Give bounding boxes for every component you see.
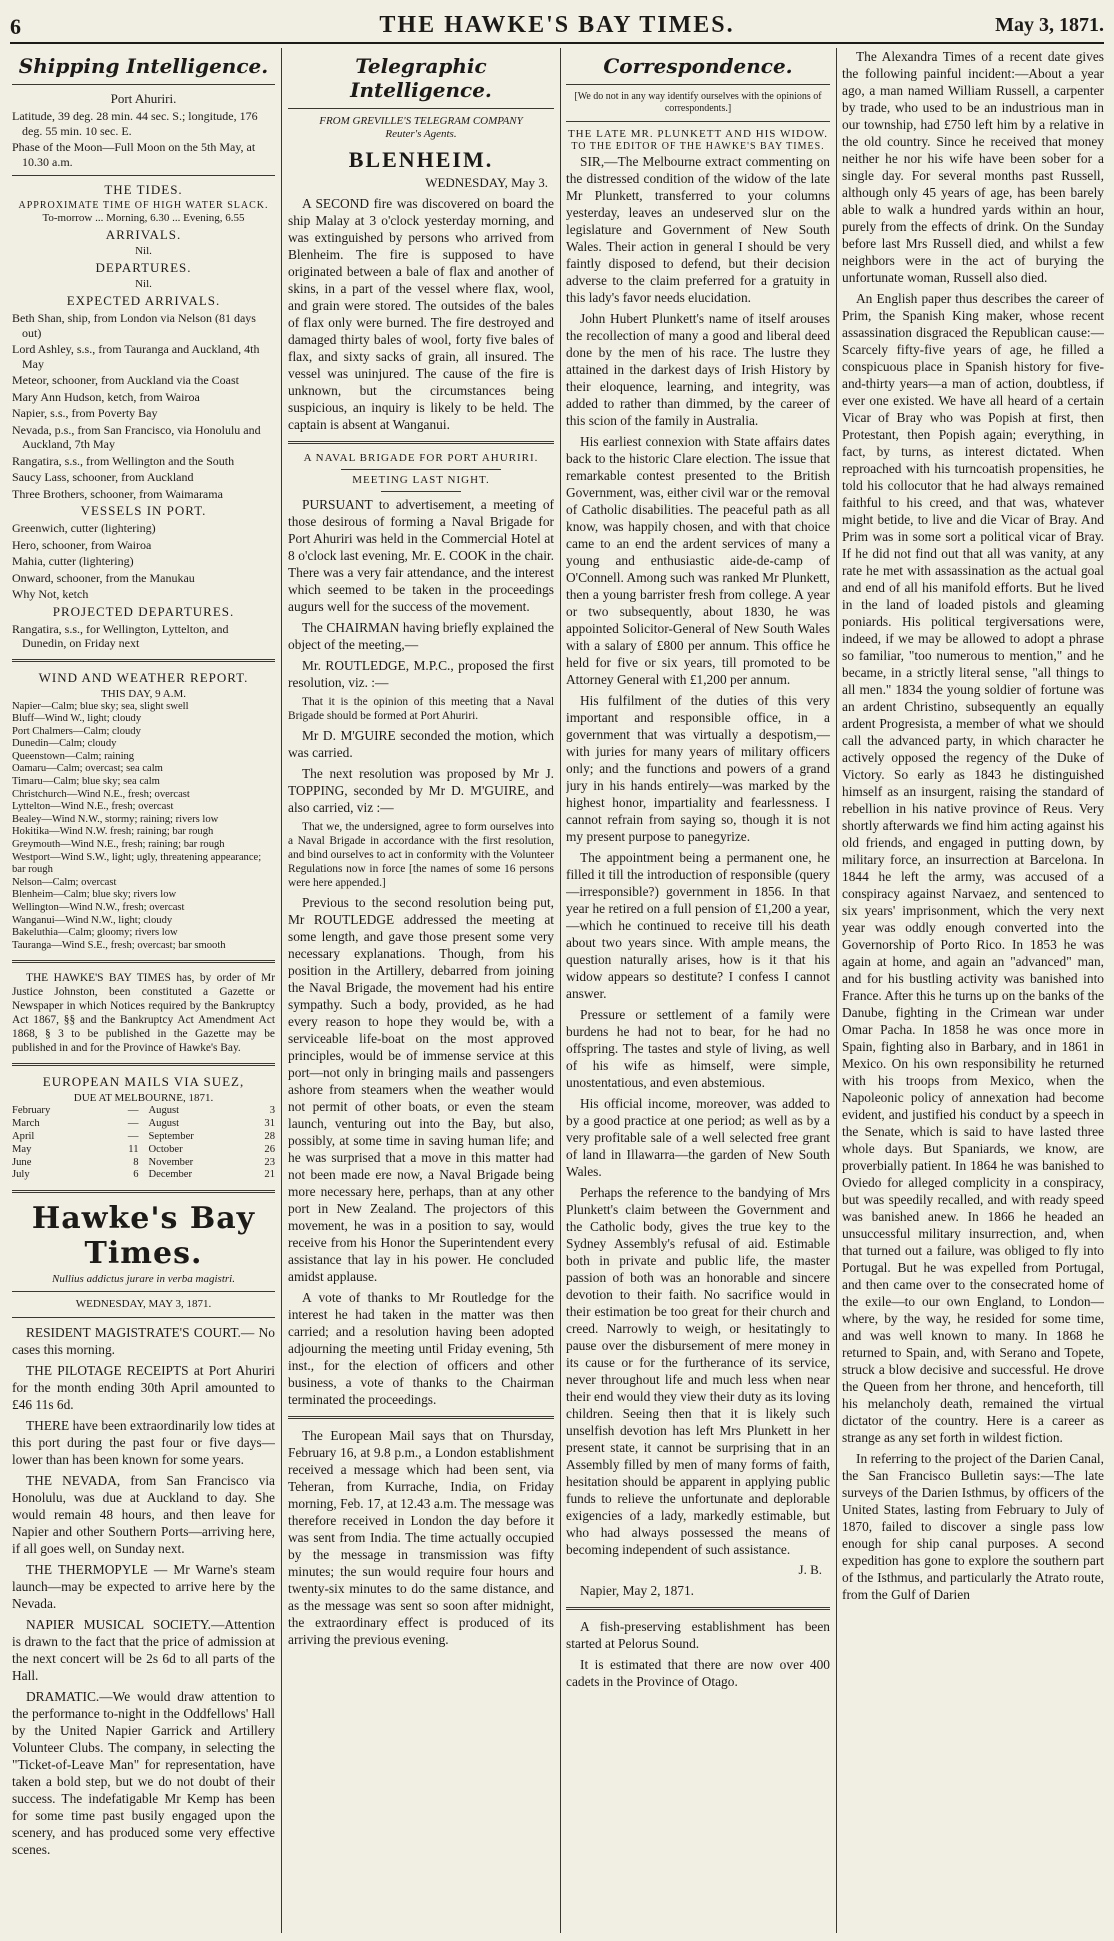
mails-cell: September 28 <box>148 1130 275 1142</box>
divider <box>288 108 554 109</box>
weather-line: Westport—Wind S.W., light; ugly, threatening appearance; bar rough <box>12 851 262 876</box>
weather-line: Greymouth—Wind N.E., fresh; raining; bar rough <box>12 839 225 851</box>
divider <box>341 469 501 470</box>
mails-cell: April — <box>12 1130 139 1142</box>
news-item: RESIDENT MAGISTRATE'S COURT.— No cases this morning. <box>12 1325 275 1358</box>
news-item: NAPIER MUSICAL SOCIETY.—Attention is drawn to the fact that the price of admission at the next concert will be 2s 6d to all parts of the Hall. <box>12 1617 275 1684</box>
tides-subtitle: APPROXIMATE TIME OF HIGH WATER SLACK. <box>18 200 269 211</box>
divider <box>566 84 830 85</box>
naval-paragraph: The CHAIRMAN having briefly explained the object of the meeting,— <box>288 620 554 652</box>
mails-cell: August 3 <box>148 1105 275 1117</box>
weather-line: Napier—Calm; blue sky; sea, slight swell <box>12 700 189 712</box>
mails-table <box>12 1105 275 1182</box>
naval-paragraph: Mr D. M'GUIRE seconded the motion, which was carried. <box>288 728 554 760</box>
divider <box>566 1607 830 1610</box>
naval-title: A NAVAL BRIGADE FOR PORT AHURIRI. <box>303 452 539 464</box>
weather-line: Timaru—Calm; blue sky; sea calm <box>12 776 160 788</box>
naval-paragraph: Mr. ROUTLEDGE, M.P.C., proposed the first resolution, viz. :— <box>288 658 554 690</box>
dateline-date: WEDNESDAY, May 3. <box>425 175 548 190</box>
column-rule <box>560 48 561 1933</box>
weather-line: Bealey—Wind N.W., stormy; raining; rivers low <box>12 813 219 825</box>
divider <box>12 1190 275 1193</box>
news-item: DRAMATIC.—We would draw attention to the performance to-night in the Oddfellows' Hall by the United Napier Garrick and Artillery Volunteer Clubs. The company, in selecting the "Ticket-of-Leave Man" for representation, have taken a bold step, but we do not doubt of their success. The indefatigable Mr Kemp has been for some time past busily engaged upon the scenery, and has produced some very effective scenes. <box>12 1689 275 1858</box>
expected-item: Beth Shan, ship, from London via Nelson (81 days out) <box>12 311 256 340</box>
weather-line: Christchurch—Wind N.E., fresh; overcast <box>12 788 190 800</box>
weather-line: Lyttelton—Wind N.E., fresh; overcast <box>12 801 174 813</box>
weather-line: Queenstown—Calm; raining <box>12 750 135 762</box>
expected-item: Saucy Lass, schooner, from Auckland <box>12 470 194 484</box>
gazette-notice: THE HAWKE'S BAY TIMES has, by order of Mr Justice Johnston, been constituted a Gazette or Newspaper in which Notices required by the Bankruptcy Act 1867, §§ and the Bankruptcy Act Amendment Act 1868, § 3 to be published in the Gazette may be published in and for the Province of Hawke's Bay. <box>12 972 275 1055</box>
news-item: A fish-preserving establishment has been started at Pelorus Sound. <box>566 1619 830 1651</box>
mails-cell: November 23 <box>148 1156 275 1168</box>
column-1 <box>12 48 275 1933</box>
mails-subtitle: DUE AT MELBOURNE, 1871. <box>73 1092 214 1105</box>
weather-line: Wellington—Wind N.W., fresh; overcast <box>12 902 185 913</box>
mails-cell: December 21 <box>148 1169 275 1181</box>
divider <box>12 659 275 662</box>
column-rule <box>281 48 282 1933</box>
correspondence-heading: Correspondence. <box>603 54 793 78</box>
moon-phase: Phase of the Moon—Full Moon on the 5th May, at 10.30 a.m. <box>12 140 256 169</box>
expected-item: Rangatira, s.s., from Wellington and the South <box>12 453 235 468</box>
editorial-motto: Nullius addictus jurare in verba magistri. <box>52 1273 235 1286</box>
expected-item: Meteor, schooner, from Auckland via the Coast <box>12 373 239 387</box>
weather-line: Bluff—Wind W., light; cloudy <box>12 713 142 725</box>
letter-paragraph: Pressure or settlement of a family were burdens he had not to bear, for he had no offspring. The tastes and style of living, as well of his wife as himself, were simple, unostentatious, and even abstemious. <box>566 1007 830 1090</box>
letter-paragraph: SIR,—The Melbourne extract commenting on the distressed condition of the widow of the late Mr Plunkett, transferred to your columns yesterday, leaves an undeserved slur on the legislature and Government of New South Wales. Their action in general I should be very faintly disposed to defend, but their decision adverse to the claim preferred for a gratuity in this lady's favor needs elucidation. <box>566 154 830 305</box>
divider <box>12 1317 275 1318</box>
news-item: In referring to the project of the Darien Canal, the San Francisco Bulletin says:—The late surveys of the Darien Isthmus, by officers of the United States, lasting from February to July of 1870, failed to discover a single pass low enough for ship canal purposes. A second expedition has gone to explore the southern part of the Isthmus, and particularly the Atrato route, from the Gulf of Darien <box>842 1451 1104 1602</box>
letter-addressee: TO THE EDITOR OF THE HAWKE'S BAY TIMES. <box>571 141 825 152</box>
expected-item: Three Brothers, schooner, from Waimarama <box>12 486 223 501</box>
news-item: THE PILOTAGE RECEIPTS at Port Ahuriri for the month ending 30th April amounted to £46 11s 6d. <box>12 1363 275 1413</box>
naval-resolution: That we, the undersigned, agree to form ourselves into a Naval Brigade in accordance with the first resolution, and bind ourselves to act in conformity with the Volunteer Regulations now in force [the names of some 16 persons were here appended.] <box>288 821 554 889</box>
expected-item: Lord Ashley, s.s., from Tauranga and Auckland, 4th May <box>12 342 260 371</box>
projected-item: Rangatira, s.s., for Wellington, Lyttelton, and Dunedin, on Friday next <box>12 621 229 650</box>
weather-line: Hokitika—Wind N.W. fresh; raining; bar rough <box>12 826 214 838</box>
expected-title: EXPECTED ARRIVALS. <box>66 293 221 308</box>
dateline-place: BLENHEIM. <box>348 147 494 172</box>
naval-paragraph: Previous to the second resolution being put, Mr ROUTLEDGE addressed the meeting at some length, and gave those present some very necessary explanations. Though, from his position in the Artillery, debarred from joining the Naval Brigade, the movement had his entire sympathy. Such a body, provided, as he had every reason to hope they would be, with a serviceable life-boat on the most approved principles, would be of immense service at this port—not only in bringing mails and passengers ashore from steamers when the weather would not permit of other boats, or even the steam launch, venturing out into the Bay, but also, possibly, at some time in saving human life; and he was surprised that a move in this matter had not been made ere now, a Naval Brigade being more necessary here, perhaps, than at any other port in New Zealand. The projectors of this movement, he was in a position to say, would receive from his Honor the Superintendent every assistance that lay in his power. He concluded amidst applause. <box>288 895 554 1284</box>
port-name: Port Ahuriri. <box>110 91 177 106</box>
divider <box>566 121 830 122</box>
weather-line: Oamaru—Calm; overcast; sea calm <box>12 763 163 775</box>
divider <box>12 1063 275 1066</box>
vessel-item: Why Not, ketch <box>12 587 89 601</box>
weather-line: Blenheim—Calm; blue sky; rivers low <box>12 889 177 901</box>
telegram-agents: Reuter's Agents. <box>385 128 457 140</box>
column-rule <box>836 48 837 1933</box>
letter-paragraph: His fulfilment of the duties of this very important and responsible office, in a government that was virtually a despotism,—with juries for many years of military officers only; and the functions and powers of a grand jury in his hands entirely—was marked by the highest honor, impartiality and fearlessness. I cannot refrain from saying so, though it is not my present purpose to panegyrize. <box>566 693 830 844</box>
letter-paragraph: His earliest connexion with State affairs dates back to the historic Clare election. The issue that remarkable contest presented to the British Government, was, either civil war or the removal of Catholic disabilities. The peaceful path as all know, was happily chosen, and with that choice came to an end the ardent services of many a young and enthusiastic aide-de-camp of O'Connell. Among such was ranked Mr Plunkett, then a young barrister fresh from college. A year or two subsequently, about 1830, he was appointed Solicitor-General of New South Wales with a salary of £800 per annum. This office he held for five or six years, till promoted to be Attorney General with £1,200 per annum. <box>566 434 830 687</box>
weather-title: WIND AND WEATHER REPORT. <box>38 669 249 685</box>
shipping-heading: Shipping Intelligence. <box>18 54 269 78</box>
divider <box>12 84 275 85</box>
divider <box>12 175 275 176</box>
news-item: The Alexandra Times of a recent date gives the following painful incident:—About a year ago, a man named William Russell, a carpenter by trade, who used to be an industrious man in our township, had £750 left him by a relative in the old country. Since he received that money neither he nor his wife have been sober for a single day. For several months past Russell, although only 45 years of age, has been barely able to walk a hundred yards within an hour, purely from the effects of drink. On the Sunday before last Mrs Russell died, and whilst a few neighbors were in the act of burying the unfortunate woman, Russell also died. <box>842 49 1104 285</box>
column-4 <box>842 48 1104 1933</box>
letter-paragraph: His official income, moreover, was added to by a good practice at one period; as well as by a very profitable sale of a well selected free grant of land in Illawarra—the garden of New South Wales. <box>566 1096 830 1179</box>
news-item: THERE have been extraordinarily low tides at this port during the past four or five days—lower than has been known for some years. <box>12 1418 275 1468</box>
mails-cell: May 11 <box>12 1143 139 1155</box>
page-masthead <box>10 8 1104 44</box>
editorial-date: WEDNESDAY, MAY 3, 1871. <box>75 1298 212 1311</box>
weather-line: Tauranga—Wind S.E., fresh; overcast; bar smooth <box>12 939 226 951</box>
divider <box>288 1416 554 1419</box>
weather-line: Bakeluthia—Calm; gloomy; rivers low <box>12 927 178 939</box>
letter-place-date: Napier, May 2, 1871. <box>580 1583 695 1598</box>
naval-subtitle: MEETING LAST NIGHT. <box>352 474 490 486</box>
weather-line: Nelson—Calm; overcast <box>12 876 117 888</box>
mails-cell: June 8 <box>12 1156 139 1168</box>
page-number: 6 <box>10 14 21 39</box>
news-item: THE THERMOPYLE — Mr Warne's steam launch—may be expected to arrive here by the Nevada. <box>12 1562 275 1612</box>
vessels-title: VESSELS IN PORT. <box>80 503 207 518</box>
issue-date: May 3, 1871. <box>995 14 1104 36</box>
news-item: An English paper thus describes the career of Prim, the Spanish King maker, whose recent assassination disgraced the Republican cause:—Scarcely fifty-five years of age, he filled a conspicuous place in Spanish history for five-and-thirty years—a man of action, doubtless, if ever one existed. We have all heard of a certain Vicar of Bray who was Popish at first, then Protestant, then Popish again; everything, in fact, by turns, as interest dictated. When reproached with his turncoatish propensities, he told his collocutor that he had always remained faithful to his creed, and that was, whatever might betide, to live and die Vicar of Bray. And Prim was in some sort a political vicar of Bray. If he did not find out that all was vanity, at any rate he met with assassination as the actual goal and end of all his manifold efforts. But he lived in the land of loaded pistols and gleaming poniards. His political tergiversations were, indeed, if we may be allowed to adopt a phrase so familiar, "too numerous to mention," and he became, in a strictly literal sense, "all things to all men." 1834 the young soldier of fortune was an ardent Christino, subsequently an equally ardent Progresista, a member of what we should call the advanced party, in which character he actively opposed the regency of the Duke of Victory. So early as 1843 he distinguished himself as an insurgent, raising the standard of rebellion in his native province of Reus. Very shortly afterwards we find him acting against his old friends, and engaged in putting down, by military force, an insurrection at Barcelona. In 1844 he left the army, was accused of a conspiracy against Narvaez, and sentenced to six years' imprisonment, which the very next year was oddly enough converted into the Governorship of Porto Rico. In 1853 he was again at home, and again an "advanced" man, and for his bustling activity was banished into France. After this he turns up on the banks of the Danube, fighting in the Crimean war under Omar Pacha. In 1858 he was once more in Spain, fighting also in Barbary, and in 1861 in Mexico. On his own responsibility he returned with his troops from Mexico, when the Napoleonic policy of annexation had become evident, and justified his conduct by a speech in the Senate, which is said to have lasted three whole days. But Spaniards, we know, are proverbially patient. In 1864 he was banished to Oviedo for alleged complicity in a conspiracy, but was speedily recalled, and with ready speed was banished anew. In 1866 he headed an unsuccessful military insurrection, and, when that turned out a failure, was obliged to fly into Portugal. But he was expelled from Portugal, and then came over to the consecrated home of the exile—to our own England, to London—where, by the way, he resided for some time, and was well known to many. In 1868 he returned to Spain, and, with Serano and Topete, struck a blow decisive and successful. He drove the Queen from her throne, and henceforth, till his melancholy death, remained the virtual dictator of the country. Here is a career as strange as any set forth in wildest fiction. <box>842 291 1104 1445</box>
letter-paragraph: John Hubert Plunkett's name of itself arouses the recollection of many a good and liberal deed done by the men of his race. The lustre they attained in the darkest days of Irish History by their eloquence, learning, and integrity, was added to rather than dimmed, by the career of this scion of the family in Australia. <box>566 311 830 428</box>
naval-paragraph: The next resolution was proposed by Mr J. TOPPING, seconded by Mr D. M'GUIRE, and also carried, viz :— <box>288 766 554 815</box>
weather-line: Port Chalmers—Calm; cloudy <box>12 725 141 737</box>
editorial-masthead: Hawke's Bay Times. <box>31 1201 256 1272</box>
newspaper-title: THE HAWKE'S BAY TIMES. <box>379 12 735 38</box>
arrivals-title: ARRIVALS. <box>105 227 182 242</box>
projected-title: PROJECTED DEPARTURES. <box>52 603 235 619</box>
mails-cell: October 26 <box>148 1143 275 1155</box>
letter-title: THE LATE MR. PLUNKETT AND HIS WIDOW. <box>567 128 829 140</box>
news-item: It is estimated that there are now over 400 cadets in the Province of Otago. <box>566 1657 830 1689</box>
divider <box>12 1291 275 1292</box>
vessel-item: Hero, schooner, from Wairoa <box>12 537 152 552</box>
tides-title: THE TIDES. <box>104 182 183 197</box>
weather-line: Wanganui—Wind N.W., light; cloudy <box>12 914 173 926</box>
weather-list <box>12 701 275 953</box>
mails-cell: August 31 <box>148 1118 275 1130</box>
expected-item: Napier, s.s., from Poverty Bay <box>12 406 158 420</box>
mails-cell: February — <box>12 1105 139 1117</box>
mails-title: EUROPEAN MAILS VIA SUEZ, <box>42 1074 245 1090</box>
mails-cell: July 6 <box>12 1169 139 1181</box>
naval-paragraph: A vote of thanks to Mr Routledge for the interest he had taken in the matter was then carried; and a resolution having been adopted adjourning the meeting until Friday evening, 5th inst., for the election of officers and other business, a vote of thanks to the Chairman terminated the proceedings. <box>288 1290 554 1407</box>
departures-title: DEPARTURES. <box>95 260 192 275</box>
telegram-body: A SECOND fire was discovered on board the ship Malay at 3 o'clock yesterday morning, and was extinguished by persons who arrived from Blenheim. The fire is supposed to have originated between a bale of flax and another of skins, in a part of the vessel where flax, wool, and grain were stored. The outsides of the bales of flax only were burned. The fire destroyed and damaged thirty bales of wool, forty five bales of flax, and sixty sacks of grain, all insured. The vessel was uninjured. The cause of the fire is unknown, but the circumstances being suspicious, an inquiry is likely to be held. The captain is absent at Wanganui. <box>288 196 554 432</box>
arrivals-nil: Nil. <box>135 245 152 257</box>
telegram-source: FROM GREVILLE'S TELEGRAM COMPANY <box>319 115 523 127</box>
weather-line: Dunedin—Calm; cloudy <box>12 738 117 750</box>
weather-subtitle: THIS DAY, 9 A.M. <box>101 687 186 700</box>
naval-resolution: That it is the opinion of this meeting that a Naval Brigade should be formed at Port Ahuriri. <box>288 696 554 722</box>
vessel-item: Mahia, cutter (lightering) <box>12 554 134 568</box>
letter-paragraph: Perhaps the reference to the bandying of Mrs Plunkett's claim between the Government and the Catholic body, gives the true key to the Sydney Assembly's refusal of aid. Estimable both in private and public life, the master passion of both was an honorable and sincere devotion to their faith. No sacrifice would in their estimation be too great for their church and creed. Narrowly to weigh, or hesitatingly to pause over the disbursement of mere money in its cause or for the furtherance of its service, never throughout life and much less when near their end would they view their duty as its loving children. Seeing then that it is likely such unselfish devotion has left Mrs Plunkett in her present state, it cannot be surprising that in an Assembly filled by men of many forms of faith, hesitation should be apparent in applying public funds to relieve the unfortunate and deplorable exigencies of a lady, markedly estimable, but who had always possessed the means of becoming independent of such assistance. <box>566 1185 830 1557</box>
departures-nil: Nil. <box>135 278 152 290</box>
telegraphic-heading: Telegraphic Intelligence. <box>350 54 492 102</box>
tides-times: To-morrow ... Morning, 6.30 ... Evening, 6.55 <box>42 212 245 224</box>
letter-signature: J. B. <box>798 1562 822 1577</box>
column-2 <box>288 48 554 1933</box>
european-mail-item: The European Mail says that on Thursday, February 16, at 9.8 p.m., a London establishment received a message which had been sent, via Teheran, from Kurrache, India, on Friday morning, Feb. 17, at 12.43 a.m. The message was therefore received in London the day before it was sent from India. The time actually occupied by the message in transmission was fifty minutes; the sun would require four hours and twenty-six minutes to do the same distance, and as the message was sent so soon after midnight, the extraordinary effect is produced of its arriving the previous evening. <box>288 1428 554 1647</box>
naval-paragraph: PURSUANT to advertisement, a meeting of those desirous of forming a Naval Brigade for Port Ahuriri was held in the Commercial Hotel at 8 o'clock last evening, Mr. E. COOK in the chair. There was a very fair attendance, and the interest which seemed to be taken in the proceedings augurs well for the success of the movement. <box>288 497 554 614</box>
latitude-line: Latitude, 39 deg. 28 min. 44 sec. S.; longitude, 176 deg. 55 min. 10 sec. E. <box>12 109 258 138</box>
divider <box>12 960 275 963</box>
correspondence-disclaimer: [We do not in any way identify ourselves with the opinions of correspondents.] <box>574 91 822 114</box>
vessel-item: Onward, schooner, from the Manukau <box>12 570 195 585</box>
column-3 <box>566 48 830 1933</box>
divider <box>288 441 554 444</box>
mails-cell: March — <box>12 1118 139 1130</box>
divider <box>381 491 461 492</box>
expected-item: Mary Ann Hudson, ketch, from Wairoa <box>12 389 200 404</box>
expected-item: Nevada, p.s., from San Francisco, via Honolulu and Auckland, 7th May <box>12 422 261 451</box>
vessel-item: Greenwich, cutter (lightering) <box>12 521 156 535</box>
letter-paragraph: The appointment being a permanent one, he filled it till the introduction of responsible (query—irresponsible?) government in 1856. In that year he retired on a full pension of £1,200 a year,—which he continued to receive till his death about two years since. With ample means, the question naturally arises, how is it that his widow appears so destitute? I confess I cannot answer. <box>566 850 830 1001</box>
news-item: THE NEVADA, from San Francisco via Honolulu, was due at Auckland to day. She would remain 48 hours, and then leave for Napier and other Southern Ports—arriving here, if all goes well, on Sunday next. <box>12 1473 275 1557</box>
